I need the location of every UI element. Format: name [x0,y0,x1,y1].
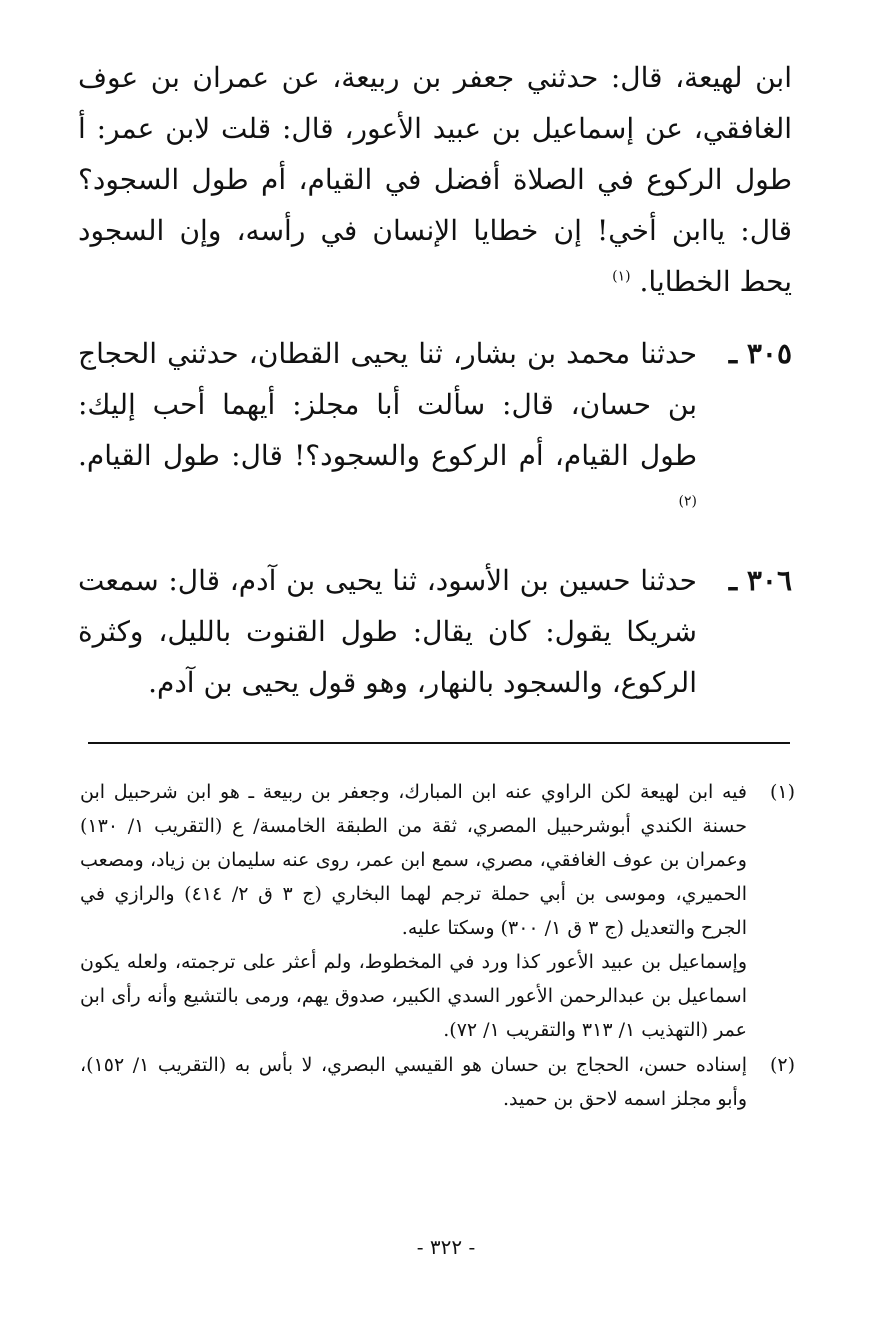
hadith-305 [78,328,792,532]
hadith-number-305: ٣٠٥ ـ [728,337,792,370]
continued-hadith-text: ابن لهيعة، قال: حدثني جعفر بن ربيعة، عن عمران بن عوف الغافقي، عن إسماعيل بن عبيد الأعور، قال: قلت لابن عمر: أ طول الركوع في الصلاة أفضل في القيام، أم طول السجود؟ قال: ياابن أخي! إن خطايا الإنسان في رأسه، وإن السجود يحط الخطايا. [78,61,793,298]
hadith-306 [78,555,792,708]
footnote-ref-2: (٢) [678,493,697,510]
main-text [78,52,792,708]
hadith-text-306: حدثنا حسين بن الأسود، ثنا يحيى بن آدم، قال: سمعت شريكا يقول: كان يقال: طول القنوت بالليل، وكثرة الركوع، والسجود بالنهار، وهو قول يحيى بن آدم. [78,564,697,699]
hadith-text-305: حدثنا محمد بن بشار، ثنا يحيى القطان، حدثني الحجاج بن حسان، قال: سألت أبا مجلز: أيهما أحب إليك: طول القيام، أم الركوع والسجود؟! قال: طول القيام. [78,337,697,472]
hadith-number-306: ٣٠٦ ـ [728,564,792,597]
footnote-paragraph: وإسماعيل بن عبيد الأعور كذا ورد في المخطوط، ولم أعثر على ترجمته، ولعله يكون اسماعيل بن عبدالرحمن الأعور السدي الكبير، صدوق يهم، ورمى بالتشيع وأنه رأى ابن عمر (التهذيب ١/ ٣١٣ والتقريب ١/ ٧٢). [80,951,747,1041]
footnote-separator [88,742,790,744]
footnote-number: (١) [769,781,795,803]
footnote-paragraph: فيه ابن لهيعة لكن الراوي عنه ابن المبارك، وجعفر بن ربيعة ـ هو ابن شرحبيل ابن حسنة الكندي أبوشرحبيل المصري، ثقة من الطبقة الخامسة/ ع (التقريب ١/ ١٣٠) وعمران بن عوف الغافقي، مصري، سمع ابن عمر، روى عنه سليمان بن زياد، ومصعب الحميري، وموسى بن أبي حملة ترجم لهما البخاري (ج ٣ ق ٢/ ٤١٤) والرازي في الجرح والتعديل (ج ٣ ق ١/ ٣٠٠) وسكتا عليه. [80,781,747,939]
footnote-2 [80,1048,795,1116]
continued-hadith [78,52,792,307]
footnote-paragraph: إسناده حسن، الحجاج بن حسان هو القيسي البصري، لا بأس به (التقريب ١/ ١٥٢)، وأبو مجلز اسمه لاحق بن حميد. [80,1054,747,1110]
footnote-ref-1: (١) [612,268,631,285]
footnotes [80,775,795,1117]
footnote-1 [80,775,795,1047]
footnote-number: (٢) [769,1054,795,1076]
page-number: - ٣٢٢ - [416,1235,476,1259]
